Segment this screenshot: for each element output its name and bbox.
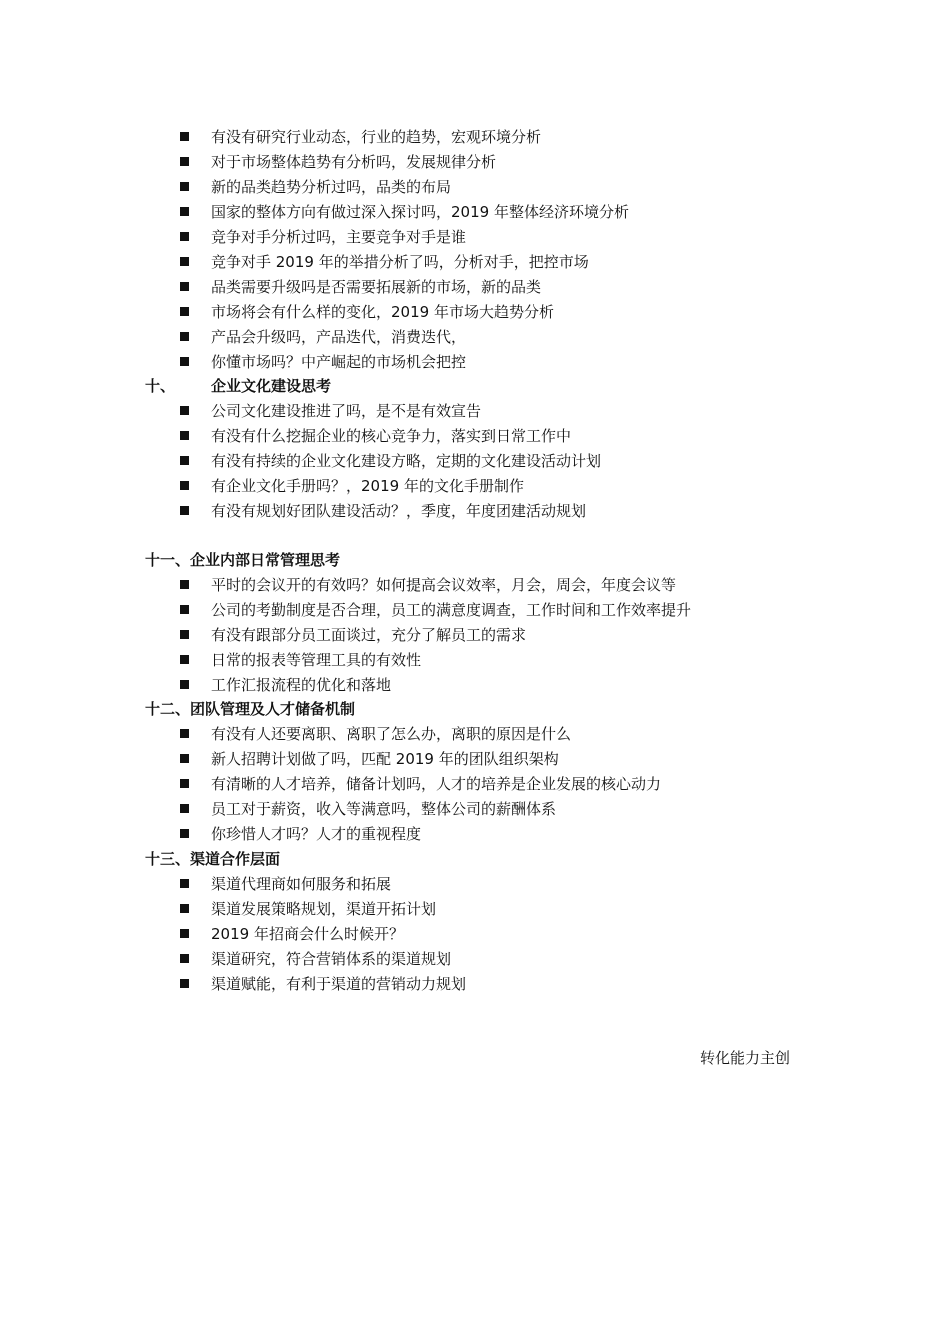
square-bullet-icon: [180, 132, 189, 141]
section-heading-11: [145, 548, 340, 572]
square-bullet-icon: [180, 357, 189, 366]
square-bullet-icon: [180, 431, 189, 440]
square-bullet-icon: [180, 829, 189, 838]
section-heading-12: [145, 697, 355, 721]
section-number: 十三、: [145, 850, 191, 868]
document-page: 有没有研究行业动态，行业的趋势，宏观环境分析 对于市场整体趋势有分析吗，发展规律分析 新的品类趋势分析过吗，品类的布局 国家的整体方向有做过深入探讨吗，2019 年整体经济环境分析 竞争对手分析过吗，主要竞争对手是谁 竞争对手 2019 年的举措分析了吗，分析对手，把控市场 品类需要升级吗是否需要拓展新的市场，新的品类 市场将会有什么样的变化，2019 年市场大趋势分析 产品会升级吗，产品迭代，消费迭代， 你懂市场吗？中产崛起的市场机会把控 十、 企业文化建设思考 公司文化建设推进了吗，是不是有效宣告 有没有什么挖掘企业的核心竞争力，落实到日常工作中 有没有持续的企业文化建设方略，定期的文化建设活动计划 有企业文化手册吗？，2019 年的文化手册制作 有没有规划好团队建设活动？，季度，年度团建活动规划 十一、企业内部日常管理思考 平时的会议开的有效吗？如何提高会议效率，月会，周会，年度会议等 公司的考勤制度是否合理，员工的满意度调查，工作时间和工作效率提升 有没有跟部分员工面谈过，充分了解员工的需求 日常的报表等管理工具的有效性 工作汇报流程的优化和落地 十二、团队管理及人才储备机制 有没有人还要离职、离职了怎么办，离职的原因是什么 新人招聘计划做了吗，匹配 2019 年的团队组织架构 有清晰的人才培养，储备计划吗，人才的培养是企业发展的核心动力 员工对于薪资，收入等满意吗，整体公司的薪酬体系 你珍惜人才吗？人才的重视程度 十三、渠道合作层面 渠道代理商如何服务和拓展 渠道发展策略规划，渠道开拓计划 2019 年招商会什么时候开？ 渠道研究，符合营销体系的渠道规划 渠道赋能，有利于渠道的营销动力规划 转化能力主创: [0, 0, 950, 1344]
square-bullet-icon: [180, 506, 189, 515]
square-bullet-icon: [180, 605, 189, 614]
square-bullet-icon: [180, 232, 189, 241]
author-signature: 转化能力主创: [700, 1049, 791, 1067]
section-number: 十、: [145, 377, 176, 395]
square-bullet-icon: [180, 879, 189, 888]
section-number: 十一、: [145, 551, 191, 569]
section-heading-13: [145, 847, 280, 871]
square-bullet-icon: [180, 182, 189, 191]
square-bullet-icon: [180, 979, 189, 988]
square-bullet-icon: [180, 207, 189, 216]
square-bullet-icon: [180, 332, 189, 341]
square-bullet-icon: [180, 754, 189, 763]
square-bullet-icon: [180, 157, 189, 166]
square-bullet-icon: [180, 456, 189, 465]
square-bullet-icon: [180, 804, 189, 813]
square-bullet-icon: [180, 954, 189, 963]
section-title: 渠道合作层面: [190, 850, 281, 868]
section-title: 团队管理及人才储备机制: [190, 700, 356, 718]
square-bullet-icon: [180, 680, 189, 689]
section-heading-10: [145, 374, 331, 398]
square-bullet-icon: [180, 630, 189, 639]
square-bullet-icon: [180, 729, 189, 738]
square-bullet-icon: [180, 481, 189, 490]
section-number: 十二、: [145, 700, 191, 718]
square-bullet-icon: [180, 779, 189, 788]
square-bullet-icon: [180, 580, 189, 589]
section-title: 企业内部日常管理思考: [190, 551, 341, 569]
section-title: 企业文化建设思考: [211, 377, 332, 395]
square-bullet-icon: [180, 904, 189, 913]
square-bullet-icon: [180, 282, 189, 291]
square-bullet-icon: [180, 655, 189, 664]
square-bullet-icon: [180, 406, 189, 415]
square-bullet-icon: [180, 929, 189, 938]
square-bullet-icon: [180, 257, 189, 266]
square-bullet-icon: [180, 307, 189, 316]
